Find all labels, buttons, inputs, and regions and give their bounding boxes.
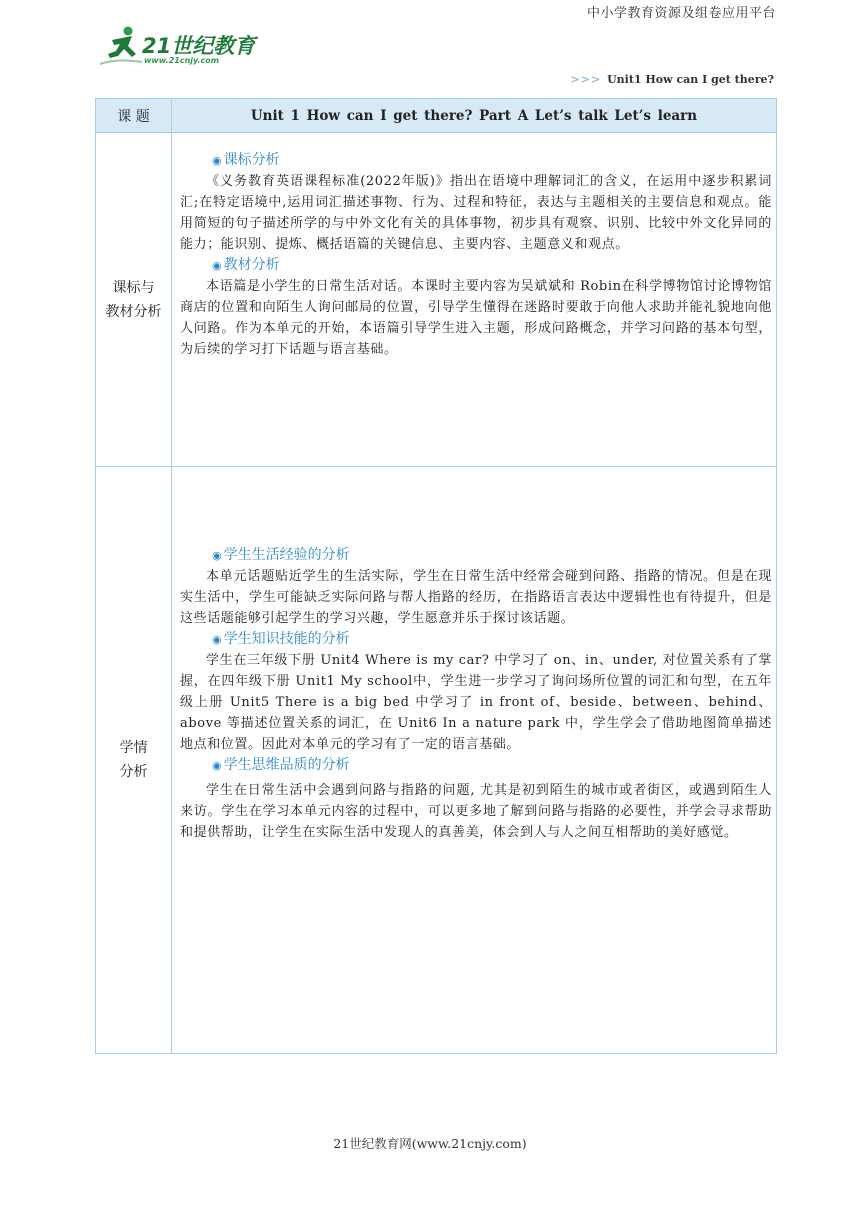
- unit-title: Unit1 How can I get there?: [607, 73, 774, 86]
- platform-name: 中小学教育资源及组卷应用平台: [586, 6, 776, 21]
- table-row-curriculum: [96, 133, 777, 467]
- arrows-icon: >>>: [570, 73, 602, 86]
- row-label-learners: [96, 467, 172, 1054]
- section-text: 本语篇是小学生的日常生活对话。本课时主要内容为吴斌斌和 Robin在科学博物馆讨论博物馆商店的位置和向陌生人询问邮局的位置，引导学生懂得在迷路时要敢于向他人求助并能礼貌地向他人问路。作为本单元的开始，本语篇引导学生进入主题，形成问路概念，并学习问路的基本句型，为后续的学习打下话题与语言基础。: [180, 279, 772, 357]
- section-text: 学生在三年级下册 Unit4 Where is my car? 中学习了 on、in、under, 对位置关系有了掌握，在四年级下册 Unit1 My school中，学生进一步学习了询问场所位置的词汇和句型，在五年级上册 Unit5 There is a big bed 中学习了 in front of、beside、between、behind、above 等描述位置关系的词汇，在 Unit6 In a nature park 中，学生学会了借助地图简单描述地点和位置。因此对本单元的学习有了一定的语言基础。: [180, 653, 772, 752]
- row-label-line: 学情: [119, 740, 148, 756]
- lesson-title: Unit 1 How can I get there? Part A Let’s talk Let’s learn: [172, 99, 777, 133]
- logo-text: 21世纪教育: [142, 34, 256, 58]
- row-label-line: 分析: [119, 764, 148, 780]
- section-title: ◉ 学生思维品质的分析: [212, 757, 350, 773]
- bullseye-icon: ◉: [212, 549, 222, 562]
- site-logo[interactable]: [98, 24, 268, 70]
- section-text: 本单元话题贴近学生的生活实际，学生在日常生活中经常会碰到问路、指路的情况。但是在现实生活中，学生可能缺乏实际问路与帮人指路的经历，在指路语言表达中逻辑性也有待提升，但是这些话题能够引起学生的学习兴趣，学生愿意并乐于探讨该话题。: [180, 569, 772, 626]
- bullseye-icon: ◉: [212, 154, 222, 167]
- section-title: ◉ 教材分析: [212, 257, 280, 273]
- section-text: 学生在日常生活中会遇到问路与指路的问题, 尤其是初到陌生的城市或者街区，或遇到陌生人来访。学生在学习本单元内容的过程中，可以更多地了解到问路与指路的必要性，并学会寻求帮助和提供帮助，让学生在实际生活中发现人的真善美，体会到人与人之间互相帮助的美好感觉。: [180, 783, 772, 840]
- section-title: ◉ 学生生活经验的分析: [212, 547, 350, 563]
- section-title: ◉ 学生知识技能的分析: [212, 631, 350, 647]
- learners-content: [172, 467, 777, 1054]
- section-text: 《义务教育英语课程标准(2022年版)》指出在语境中理解词汇的含义，在运用中逐步积累词汇;在特定语境中,运用词汇描述事物、行为、过程和特征，表达与主题相关的主要信息和观点。能用简短的句子描述所学的与中外文化有关的具体事物，初步具有观察、识别、比较中外文化异同的能力；能识别、提炼、概括语篇的关键信息、主要内容、主题意义和观点。: [180, 174, 772, 252]
- unit-header: [570, 73, 774, 86]
- bullseye-icon: ◉: [212, 759, 222, 772]
- table-row-learners: [96, 467, 777, 1054]
- logo-url: www.21cnjy.com: [144, 56, 220, 65]
- curriculum-content: [172, 133, 777, 467]
- bullseye-icon: ◉: [212, 633, 222, 646]
- bullseye-icon: ◉: [212, 259, 222, 272]
- row-label-line: 课标与: [112, 279, 155, 296]
- lesson-plan-table: [95, 98, 777, 1054]
- section-title: ◉ 课标分析: [212, 152, 280, 168]
- footer-source: 21世纪教育网(www.21cnjy.com): [333, 1136, 527, 1151]
- topic-label: 课 题: [96, 99, 172, 133]
- row-label-line: 教材分析: [105, 303, 162, 320]
- running-figure-icon: [98, 24, 144, 70]
- row-label-curriculum: [96, 133, 172, 467]
- table-header-row: [96, 99, 777, 133]
